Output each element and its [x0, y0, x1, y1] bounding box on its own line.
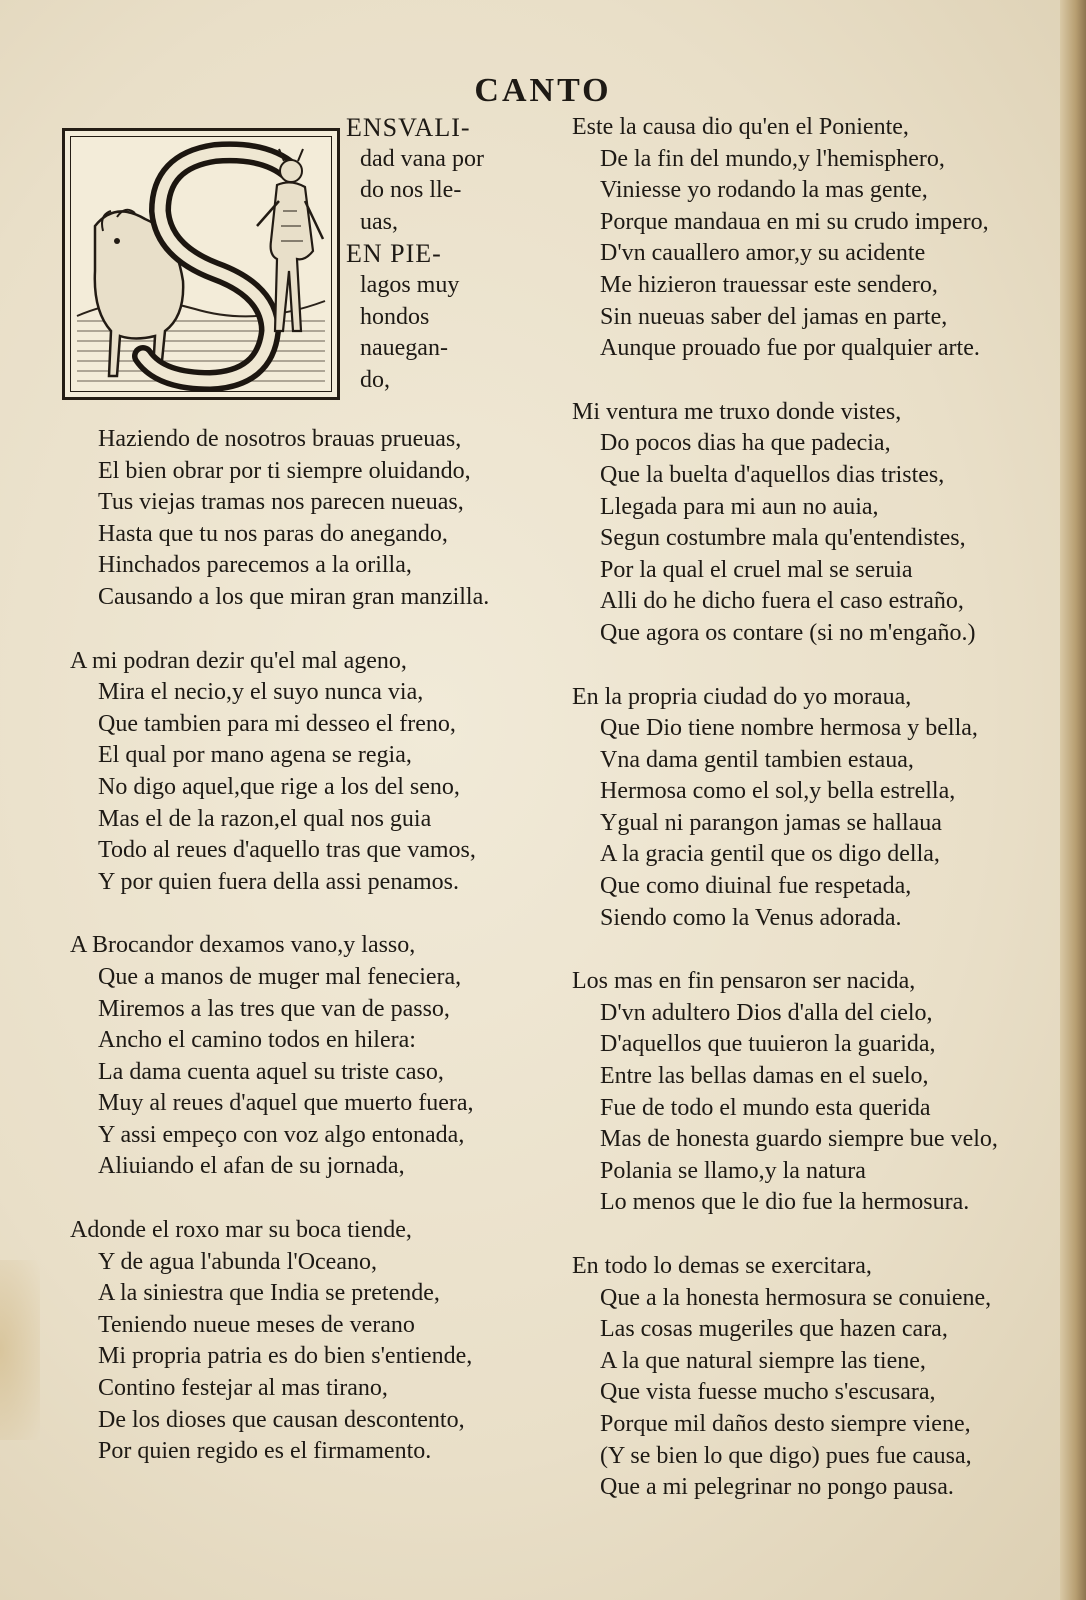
verse-line: Y por quien fuera della assi penamos. [98, 868, 459, 895]
verse-line: No digo aquel,que rige a los del seno, [98, 773, 460, 800]
running-title: CANTO [474, 72, 612, 109]
verse-line: Hasta que tu nos paras do anegando, [98, 520, 448, 547]
verse-line: Mira el necio,y el suyo nunca via, [98, 679, 424, 706]
verse-line: De la fin del mundo,y l'hemisphero, [600, 145, 945, 172]
verse-line: Todo al reues d'aquello tras que vamos, [98, 837, 476, 864]
verse-line: Los mas en fin pensaron ser nacida, [572, 968, 916, 995]
verse-line: Viniesse yo rodando la mas gente, [600, 177, 928, 204]
verse-line: De los dioses que causan descontento, [98, 1406, 465, 1433]
stanza [70, 1215, 560, 1468]
verse-line: Muy al reues d'aquel que muerto fuera, [98, 1090, 474, 1117]
verse-line: A mi podran dezir qu'el mal ageno, [70, 647, 407, 674]
verse-line: Las cosas mugeriles que hazen cara, [600, 1316, 948, 1343]
verse-line: D'aquellos que tuuieron la guarida, [600, 1031, 936, 1058]
stanza [572, 1251, 1030, 1504]
verse-line: Y de agua l'abunda l'Oceano, [98, 1248, 377, 1275]
verse-line: Vna dama gentil tambien estaua, [600, 746, 914, 773]
verse-line: Aliuiando el afan de su jornada, [98, 1153, 405, 1180]
verse-line: Llegada para mi aun no auia, [600, 493, 879, 520]
verse-line: Fue de todo el mundo esta querida [600, 1094, 931, 1121]
verse-line: Porque mandaua en mi su crudo impero, [600, 208, 989, 235]
verse-line: Me hizieron trauessar este sendero, [600, 271, 938, 298]
verse-line: Que tambien para mi desseo el freno, [98, 710, 456, 737]
verse-line: Polania se llamo,y la natura [600, 1157, 866, 1184]
verse-line: Tus viejas tramas nos parecen nueuas, [98, 489, 464, 516]
verse-line: Que vista fuesse mucho s'escusara, [600, 1379, 936, 1406]
verse-line: Hinchados parecemos a la orilla, [98, 552, 412, 579]
verse-line: Miremos a las tres que van de passo, [98, 995, 450, 1022]
verse-line: D'vn adultero Dios d'alla del cielo, [600, 999, 933, 1026]
verse-line: Mas de honesta guardo siempre bue velo, [600, 1126, 998, 1153]
right-column [572, 112, 1030, 1536]
stanza [70, 930, 560, 1183]
verse-line: Mi propria patria es do bien s'entiende, [98, 1343, 473, 1370]
cap-line: uas, [360, 208, 398, 235]
verse-line: Lo menos que le dio fue la hermosura. [600, 1189, 970, 1216]
verse-line: Hermosa como el sol,y bella estrella, [600, 778, 956, 805]
verse-line: Do pocos dias ha que padecia, [600, 430, 891, 457]
verse-line: Causando a los que miran gran manzilla. [98, 583, 490, 610]
verse-line: A la siniestra que India se pretende, [98, 1280, 440, 1307]
page-edge [1060, 0, 1086, 1600]
verse-line: Que a la honesta hermosura se conuiene, [600, 1284, 992, 1311]
paper-stain [0, 1260, 40, 1440]
verse-line: A Brocandor dexamos vano,y lasso, [70, 932, 416, 959]
verse-line: Mas el de la razon,el qual nos guia [98, 805, 432, 832]
verse-line: D'vn cauallero amor,y su acidente [600, 240, 926, 267]
verse-line: Teniendo nueue meses de verano [98, 1311, 415, 1338]
stanza [70, 424, 560, 614]
left-column [70, 112, 560, 1500]
verse-line: Que como diuinal fue respetada, [600, 873, 912, 900]
verse-line: Aunque prouado fue por qualquier arte. [600, 335, 980, 362]
verse-line: Sin nueuas saber del jamas en parte, [600, 303, 948, 330]
verse-line: Porque mil daños desto siempre viene, [600, 1410, 971, 1437]
verse-line: En la propria ciudad do yo moraua, [572, 683, 912, 710]
verse-line: Contino festejar al mas tirano, [98, 1375, 388, 1402]
verse-line: El qual por mano agena se regia, [98, 742, 412, 769]
cap-line: do nos lle- [360, 177, 462, 204]
verse-line: Ygual ni parangon jamas se hallaua [600, 809, 942, 836]
cap-line: EN PIE- [346, 239, 442, 269]
verse-line: Entre las bellas damas en el suelo, [600, 1063, 929, 1090]
cap-line: ENSVALI- [346, 113, 471, 142]
cap-line: do, [360, 366, 390, 393]
verse-line: Segun costumbre mala qu'entendistes, [600, 525, 966, 552]
cap-line: dad vana por [360, 145, 484, 172]
cap-line: lagos muy [360, 271, 460, 298]
cap-line: hondos [360, 303, 430, 330]
cap-line: nauegan- [360, 335, 448, 362]
stanza [572, 966, 1030, 1219]
verse-line: La dama cuenta aquel su triste caso, [98, 1058, 444, 1085]
verse-line: Por la qual el cruel mal se seruia [600, 556, 913, 583]
verse-line: En todo lo demas se exercitara, [572, 1253, 872, 1279]
verse-line: Que a manos de muger mal feneciera, [98, 963, 462, 990]
stanza [70, 646, 560, 899]
verse-line: (Y se bien lo que digo) pues fue causa, [600, 1442, 972, 1469]
verse-line: Que agora os contare (si no m'engaño.) [600, 619, 976, 646]
verse-line: Y assi empeço con voz algo entonada, [98, 1121, 465, 1148]
verse-line: Adonde el roxo mar su boca tiende, [70, 1217, 412, 1244]
verse-line: Que la buelta d'aquellos dias tristes, [600, 461, 945, 488]
verse-line: A la gracia gentil que os digo della, [600, 841, 940, 868]
verse-line: El bien obrar por ti siempre oluidando, [98, 457, 471, 484]
verse-line: Alli do he dicho fuera el caso estraño, [600, 588, 964, 615]
verse-line: Haziendo de nosotros brauas prueuas, [98, 426, 462, 452]
stanza [572, 112, 1030, 365]
verse-line: Que a mi pelegrinar no pongo pausa. [600, 1474, 954, 1501]
verse-line: Siendo como la Venus adorada. [600, 904, 902, 931]
verse-line: A la que natural siempre las tiene, [600, 1347, 926, 1374]
verse-line: Este la causa dio qu'en el Poniente, [572, 114, 909, 140]
verse-line: Por quien regido es el firmamento. [98, 1438, 432, 1465]
stanza [572, 397, 1030, 650]
verse-line: Que Dio tiene nombre hermosa y bella, [600, 715, 978, 742]
verse-line: Ancho el camino todos en hilera: [98, 1027, 416, 1054]
verse-line: Mi ventura me truxo donde vistes, [572, 398, 902, 425]
stanza [572, 682, 1030, 935]
